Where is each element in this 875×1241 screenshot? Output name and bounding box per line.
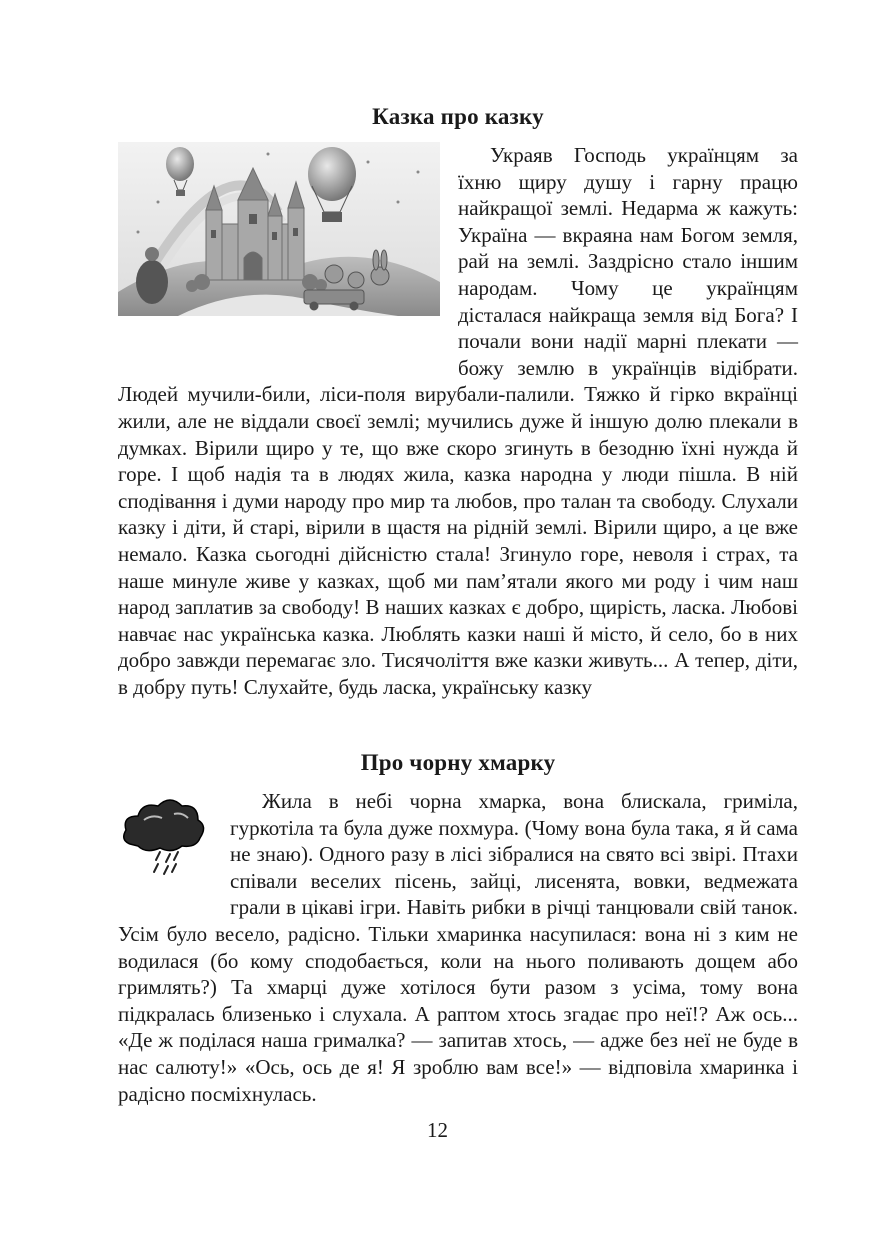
story-section-1	[118, 142, 798, 700]
story-section-2	[118, 788, 798, 1107]
rain-cloud-icon	[118, 788, 218, 898]
story-title: Казка про казку	[372, 104, 544, 129]
page-number: 12	[427, 1118, 448, 1142]
fairy-castle-illustration	[118, 142, 448, 356]
story-title-2: Про чорну хмарку	[360, 750, 556, 775]
story-text: Украяв Господь українцям за їхню щиру душу і гарну працю найкращої землі. Недарма ж кажуть: Україна — вкраяна нам Богом земля, рай на землі. Заздрісно стало іншим народам. Чому це українцям дісталася найкраща земля від Бога? І почали вони надії марні плекати — божу землю в українців відібрати. Людей мучили-били, ліси-поля вирубали-палили. Тяжко й гірко вкраїнці жили, але не віддали своєї землі; мучились дуже й іншую долю плекали в думках. Вірили щиро у те, що вже скоро згинуть в безодню їхні нужда й горе. І щоб надія та в людях жила, казка народна у люди пішла. В ній сподівання і думи народу про мир та любов, про талан та свободу. Слухали казку і діти, й старі, вірили в щастя на рідній землі. Вірили щиро, а це вже немало. Казка сьогодні дійсністю стала! Згинуло горе, неволя і страх, та наше минуле живе у казках, щоб ми пам’ятали якого ми роду і чим наш народ заплатив за свободу! В наших казках є добро, щирість, ласка. Любові навчає нас українська казка. Люблять казки наші й місто, й село, бо в них добро завжди перемагає зло. Тисячоліття вже казки живуть... А тепер, діти, в добру путь! Слухайте, будь ласка, українську казку	[118, 143, 798, 699]
story-text-2: Жила в небі чорна хмарка, вона блискала, гриміла, гуркотіла та була дуже похмура. (Чому вона була така, я й сама не знаю). Одного разу в лісі зібралися на свято всі звірі. Птахи співали веселих пісень, зайці, лисенята, вовки, ведмежата грали в цікаві ігри. Навіть рибки в річці танцювали свій танок. Усім було весело, радісно. Тільки хмаринка насупилася: вона ні з ким не водилася (бо кому сподобається, коли на нього поливають дощем або гримлять?) Та хмарці дуже хотілося бути разом з усіма, тому вона підкралась близенько і слухала. А раптом хтось згадає про неї!? Аж ось... «Де ж поділася наша грималка? — запитав хтось, — адже без неї не буде в нас салюту!» «Ось, ось де я! Я зроблю вам все!» — відповіла хмаринка і радісно посміхнулась.	[118, 789, 798, 1106]
